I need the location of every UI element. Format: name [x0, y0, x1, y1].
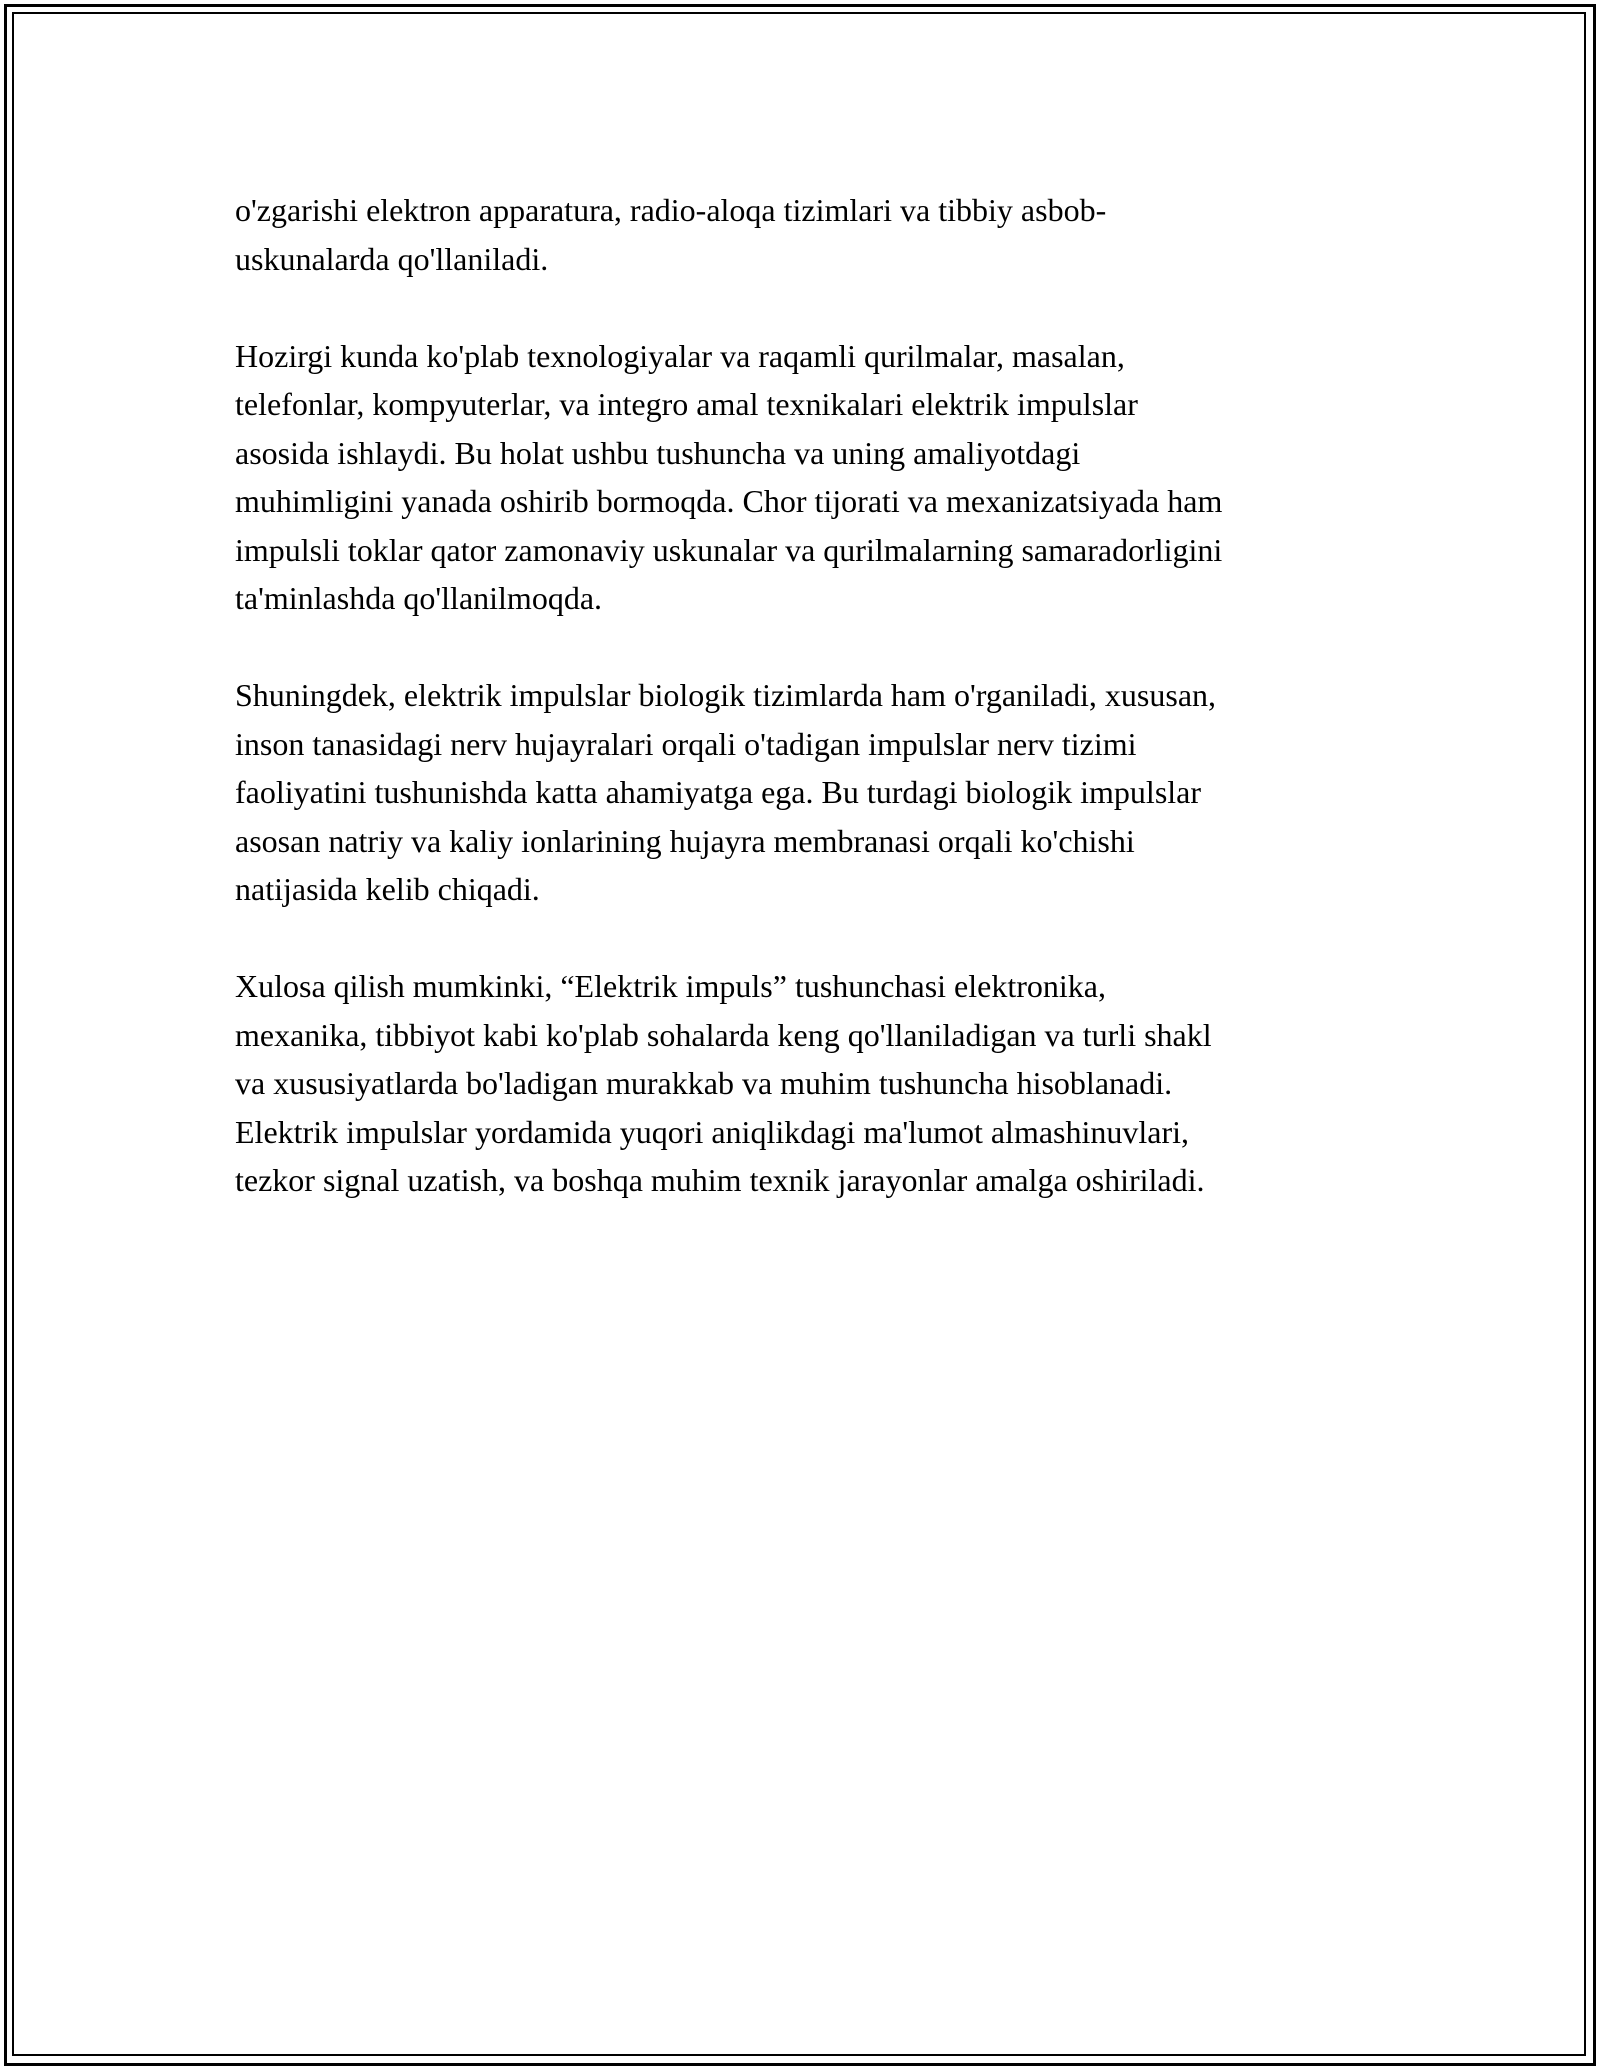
- paragraph-3: Shuningdek, elektrik impulslar biologik tizimlarda ham o'rganiladi, xususan, inson tanasidagi nerv hujayralari orqali o'tadigan impulslar nerv tizimi faoliyatini tushunishda katta ahamiyatga ega. Bu turdagi biologik impulslar asosan natriy va kaliy ionlarining hujayra membranasi orqali ko'chishi natijasida kelib chiqadi.: [235, 677, 1217, 907]
- paragraph-4: Xulosa qilish mumkinki, “Elektrik impuls” tushunchasi elektronika, mexanika, tibbiyot kabi ko'plab sohalarda keng qo'llaniladigan va turli shakl va xususiyatlarda bo'ladigan murakkab va muhim tushuncha hisoblanadi. Elektrik impulslar yordamida yuqori aniqlikdagi ma'lumot almashinuvlari, tezkor signal uzatish, va boshqa muhim texnik jarayonlar amalga oshiriladi.: [235, 968, 1212, 1198]
- paragraph-2: Hozirgi kunda ko'plab texnologiyalar va raqamli qurilmalar, masalan, telefonlar, kompyuterlar, va integro amal texnikalari elektrik impulslar asosida ishlaydi. Bu holat ushbu tushuncha va uning amaliyotdagi muhimligini yanada oshirib bormoqda. Chor tijorati va mexanizatsiyada ham impulsli toklar qator zamonaviy uskunalar va qurilmalarning samaradorligini ta'minlashda qo'llanilmoqda.: [235, 337, 1223, 616]
- paragraph-1: o'zgarishi elektron apparatura, radio-aloqa tizimlari va tibbiy asbob- uskunalarda qo'llaniladi.: [235, 192, 1107, 277]
- document-body: [235, 186, 1385, 1253]
